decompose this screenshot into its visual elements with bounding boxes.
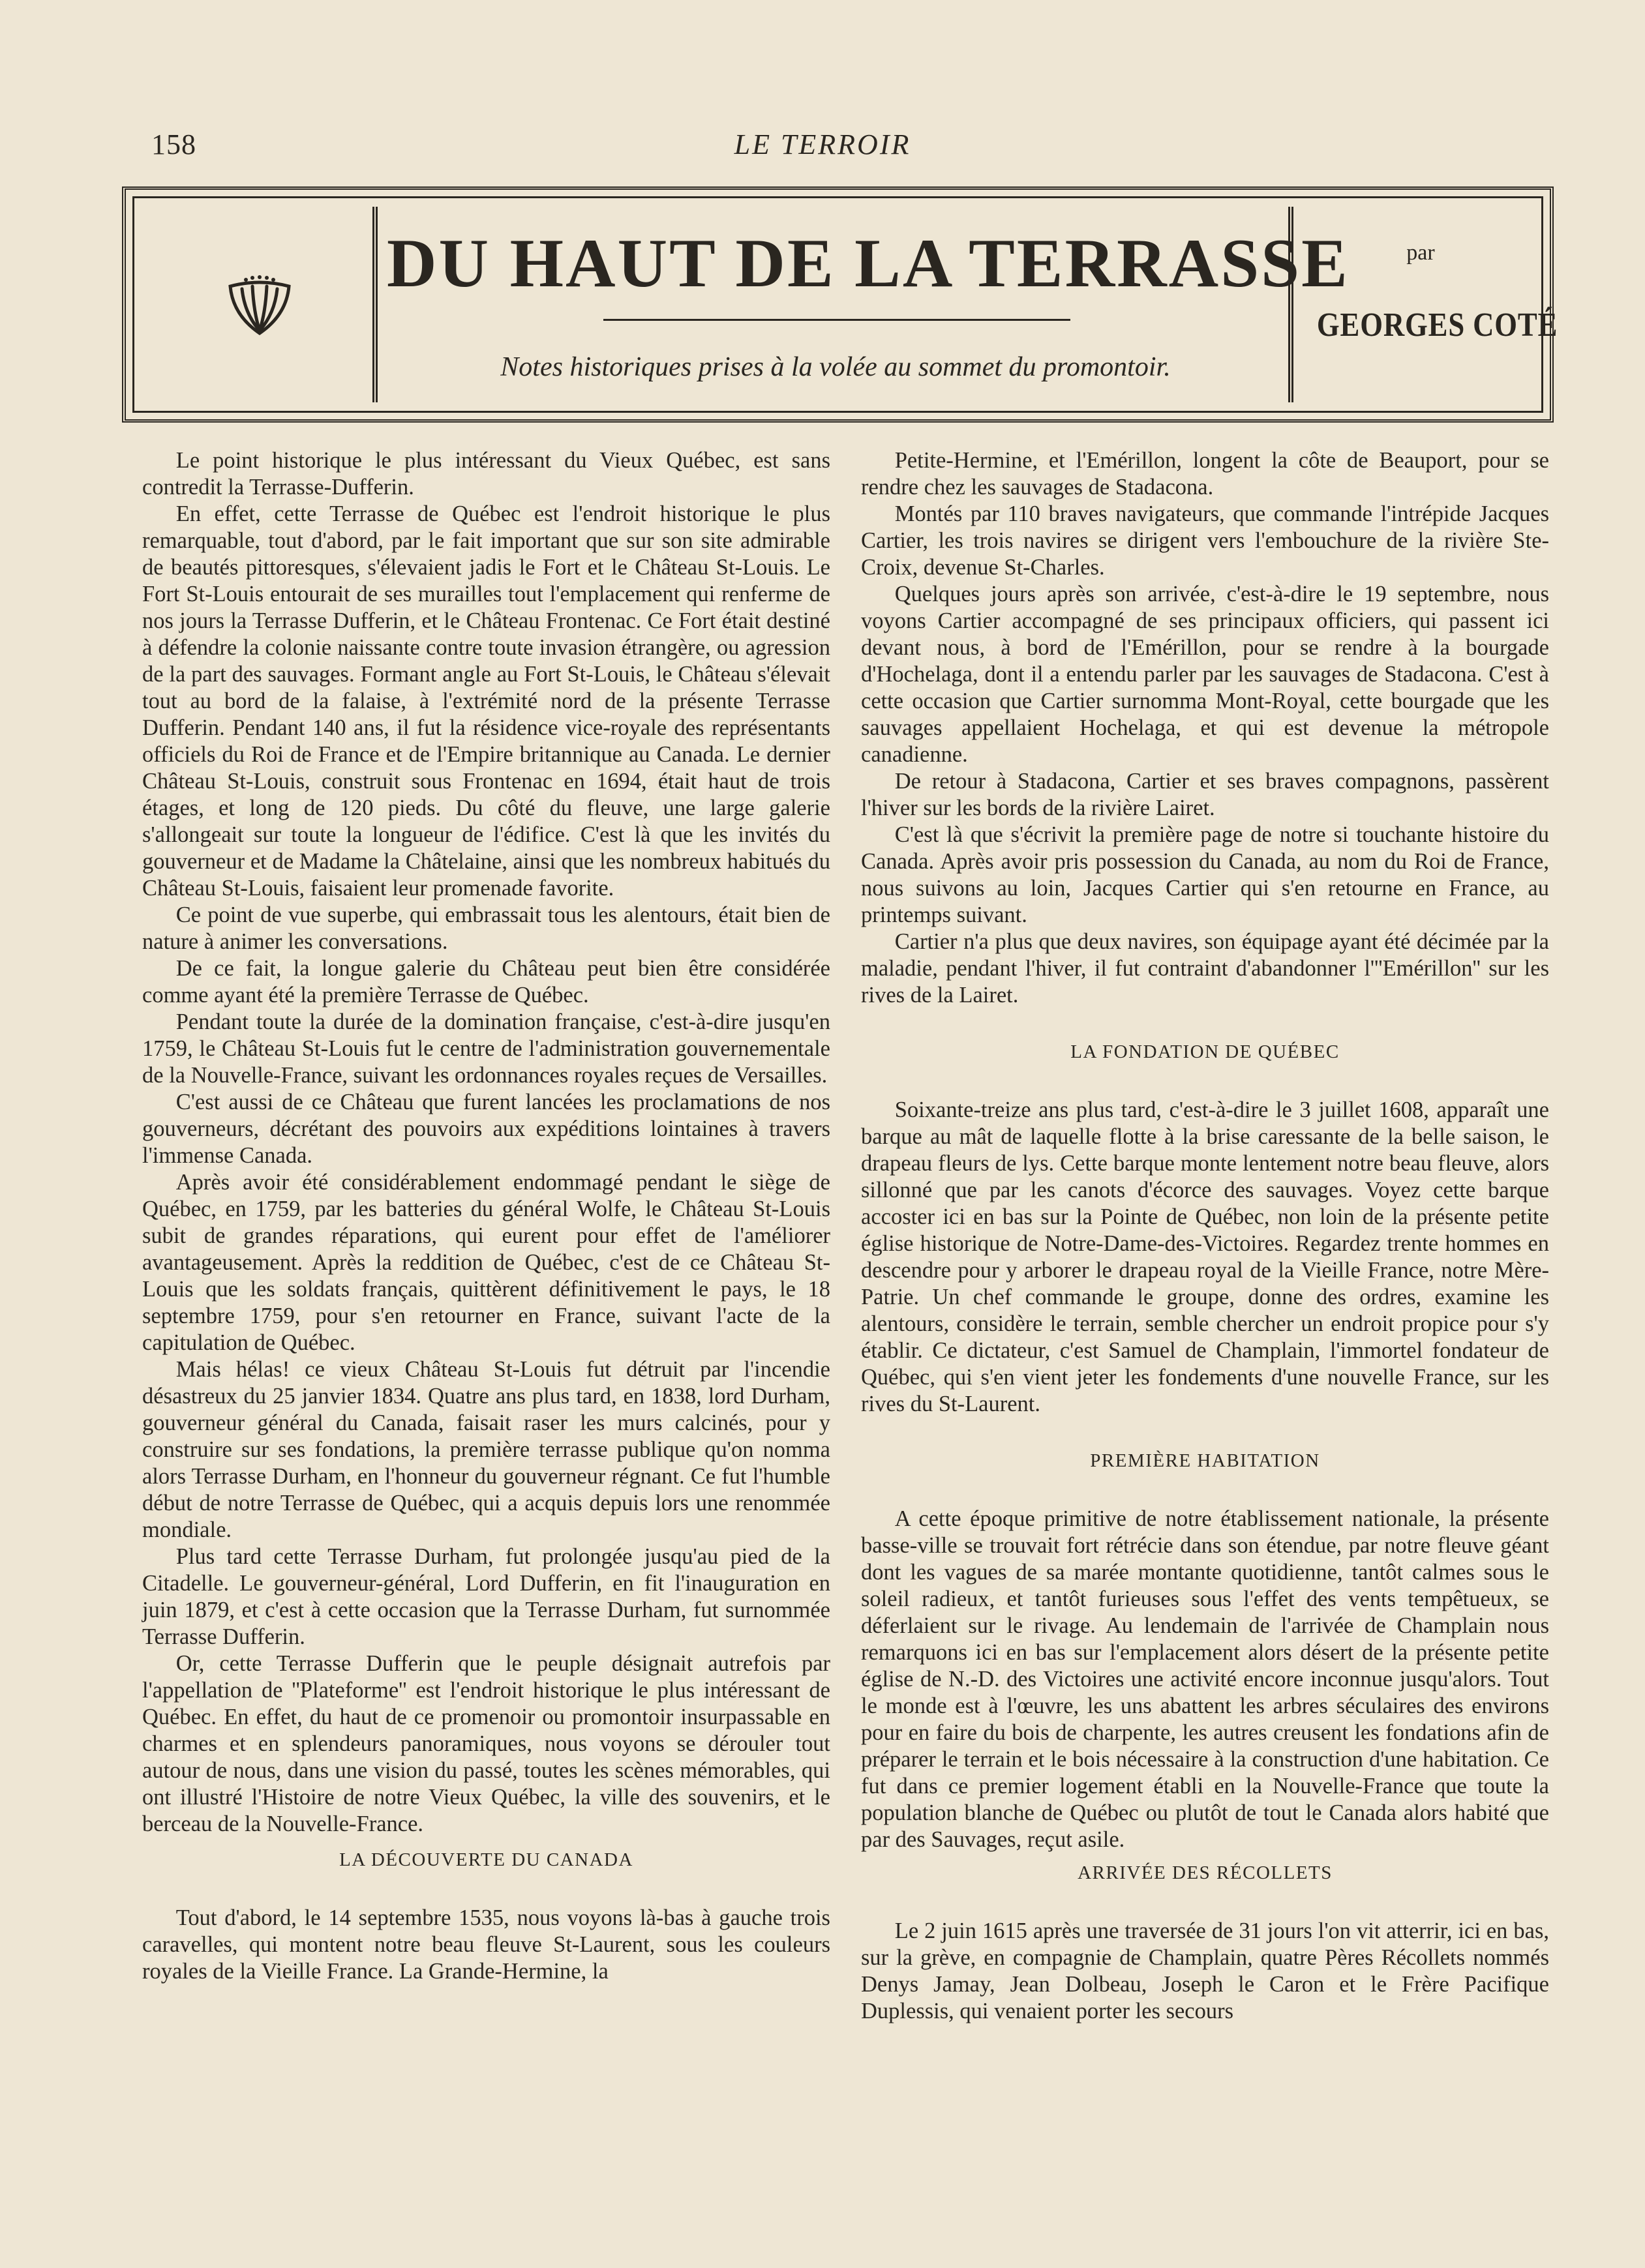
section-heading: ARRIVÉE DES RÉCOLLETS	[1078, 1862, 1333, 1883]
section-heading: LA DÉCOUVERTE DU CANADA	[339, 1849, 633, 1870]
left-column-divider	[372, 207, 378, 402]
paragraph: Après avoir été considérablement endommagé pendant le siège de Québec, en 1759, par les batteries du général Wolfe, le Château St-Louis subit de grandes réparations, qui eurent pour effet de l'améliorer avantageusement. Après la reddition de Québec, c'est de ce Château St-Louis que les soldats français, quittèrent définitivement le pays, le 18 septembre 1759, pour s'en retourner en France, suivant l'acte de la capitulation de Québec.	[142, 1170, 830, 1355]
paragraph: C'est là que s'écrivit la première page de notre si touchante histoire du Canada. Après avoir pris possession du Canada, au nom du Roi de France, nous suivons au loin, Jacques Cartier qui s'en retourne en France, au printemps suivant.	[861, 822, 1549, 927]
paragraph: Quelques jours après son arrivée, c'est-à-dire le 19 septembre, nous voyons Cartier accompagné de ses principaux officiers, qui passent ici devant nous, à bord de l'Emérillon, pour se rendre à la bourgade d'Hochelaga, dont il a entendu parler par les sauvages de Stadacona. C'est à cette occasion que Cartier surnomma Mont-Royal, cette bourgade que les sauvages appellaient Hochelaga, et qui est devenue la métropole canadienne.	[861, 582, 1549, 767]
paragraph: Le 2 juin 1615 après une traversée de 31 jours l'on vit atterrir, ici en bas, sur la grève, en compagnie de Champlain, quatre Pères Récollets nommés Denys Jamay, Jean Dolbeau, Joseph le Caron et le Frère Pacifique Duplessis, qui venaient porter les secours	[861, 1918, 1549, 2023]
paragraph: Montés par 110 braves navigateurs, que commande l'intrépide Jacques Cartier, les trois navires se dirigent vers l'embouchure de la rivière Ste-Croix, devenue St-Charles.	[861, 501, 1549, 580]
paragraph: C'est aussi de ce Château que furent lancées les proclamations de nos gouverneurs, décrétant des pouvoirs aux expéditions lointaines à travers l'immense Canada.	[142, 1090, 830, 1168]
paragraph: Tout d'abord, le 14 septembre 1535, nous voyons là-bas à gauche trois caravelles, qui montent notre beau fleuve St-Laurent, sous les couleurs royales de la Vieille France. La Grande-Hermine, la	[142, 1905, 830, 1984]
paragraph: En effet, cette Terrasse de Québec est l'endroit historique le plus remarquable, tout d'abord, par le fait important que sur son site admirable de beautés pittoresques, s'élevaient jadis le Fort et le Château St-Louis. Le Fort St-Louis entourait de ses murailles tout l'emplacement qui renferme de nos jours la Terrasse Dufferin, et le Château Frontenac. Ce Fort était destiné à défendre la colonie naissante contre toute invasion étrangère, ou agression de la part des sauvages. Formant angle au Fort St-Louis, le Château s'élevait tout au bord de la falaise, à l'extrémité nord de la présente Terrasse Dufferin. Pendant 140 ans, il fut la résidence vice-royale des représentants officiels du Roi de France et de l'Empire britannique au Canada. Le dernier Château St-Louis, construit sous Frontenac en 1694, était haut de trois étages, et long de 120 pieds. Du côté du fleuve, une large galerie s'allongeait sur toute la longueur de l'édifice. C'est là que les invités du gouverneur et de Madame la Châtelaine, ainsi que les nombreux habitués du Château St-Louis, faisaient leur promenade favorite.	[142, 501, 830, 901]
paragraph: Soixante-treize ans plus tard, c'est-à-dire le 3 juillet 1608, apparaît une barque au mât de laquelle flotte à la brise caressante de la belle saison, le drapeau fleurs de lys. Cette barque monte lentement notre beau fleuve, alors sillonné que par les canots d'écorce des sauvages. Voyez cette barque accoster ici en bas sur la Pointe de Québec, non loin de la présente petite église historique de Notre-Dame-des-Victoires. Regardez trente hommes en descendre pour y arborer le drapeau royal de la Vieille France, notre Mère-Patrie. Un chef commande le groupe, donne des ordres, examine les alentours, considère le terrain, semble chercher un endroit propice pour s'y établir. Ce dictateur, c'est Samuel de Champlain, l'immortel fondateur de Québec, qui s'en vient jeter les fondements d'une nouvelle France, sur les rives du St-Laurent.	[861, 1097, 1549, 1416]
paragraph: De retour à Stadacona, Cartier et ses braves compagnons, passèrent l'hiver sur les bords de la rivière Lairet.	[861, 769, 1549, 820]
article-subtitle: Notes historiques prises à la volée au sommet du promontoir.	[500, 352, 1171, 382]
byline-prefix: par	[1406, 241, 1435, 265]
page-number: 158	[151, 128, 196, 160]
paragraph: De ce fait, la longue galerie du Château peut bien être considérée comme ayant été la première Terrasse de Québec.	[142, 956, 830, 1007]
running-head-title: LE TERROIR	[734, 128, 911, 160]
paragraph: Plus tard cette Terrasse Durham, fut prolongée jusqu'au pied de la Citadelle. Le gouverneur-général, Lord Dufferin, en fit l'inauguration en juin 1879, et c'est à cette occasion que la Terrasse Durham, fut surnommée Terrasse Dufferin.	[142, 1544, 830, 1649]
paragraph: Or, cette Terrasse Dufferin que le peuple désignait autrefois par l'appellation de ''Plateforme'' est l'endroit historique le plus intéressant de Québec. En effet, du haut de ce promenoir ou promontoir insurpassable en charmes et en splendeurs panoramiques, nous voyons se dérouler tout autour de nous, dans une vision du passé, toutes les scènes mémorables, qui ont illustré l'Histoire de notre Vieux Québec, la ville des souvenirs, et le berceau de la Nouvelle-France.	[142, 1651, 830, 1836]
title-underline	[603, 319, 1070, 321]
section-heading: LA FONDATION DE QUÉBEC	[1070, 1041, 1340, 1062]
right-text-column	[861, 447, 1549, 2025]
scallop-shell-icon	[224, 275, 295, 340]
paragraph: Ce point de vue superbe, qui embrassait tous les alentours, était bien de nature à animer les conversations.	[142, 903, 830, 954]
paragraph: Pendant toute la durée de la domination française, c'est-à-dire jusqu'en 1759, le Château St-Louis fut le centre de l'administration gouvernementale de la Nouvelle-France, suivant les ordonnances royales reçues de Versailles.	[142, 1009, 830, 1088]
left-text-column	[142, 447, 830, 1985]
section-heading: PREMIÈRE HABITATION	[1090, 1450, 1320, 1471]
article-title: DU HAUT DE LA TERRASSE	[387, 225, 1350, 301]
paragraph: Cartier n'a plus que deux navires, son équipage ayant été décimée par la maladie, pendant l'hiver, il fut contraint d'abandonner l'''Emérillon'' sur les rives de la Lairet.	[861, 929, 1549, 1007]
paragraph: A cette époque primitive de notre établissement nationale, la présente basse-ville se trouvait fort rétrécie dans son étendue, par notre fleuve géant dont les vagues de sa marée montante quotidienne, tantôt calmes sous le soleil radieux, et tantôt furieuses sous l'effet des vents tempêtueux, se déferlaient sur le rivage. Au lendemain de l'arrivée de Champlain nous remarquons ici en bas sur l'emplacement alors désert de la présente petite église de N.-D. des Victoires une activité encore inconnue jusqu'alors. Tout le monde est à l'œuvre, les uns abattent les arbres séculaires des environs pour en faire du bois de charpente, les autres creusent les fondations afin de préparer le terrain et le bois nécessaire à la construction d'une habitation. Ce fut dans ce premier logement établi en la Nouvelle-France que toute la population blanche de Québec ou plutôt de tout le Canada alors habité que par des Sauvages, reçut asile.	[861, 1506, 1549, 1852]
paragraph: Mais hélas! ce vieux Château St-Louis fut détruit par l'incendie désastreux du 25 janvier 1834. Quatre ans plus tard, en 1838, lord Durham, gouverneur général du Canada, faisait raser les murs calcinés, pour y construire sur ses fondations, la première terrasse publique qu'on nomma alors Terrasse Durham, en l'honneur du gouverneur régnant. Ce fut l'humble début de notre Terrasse de Québec, qui a acquis depuis lors une renommée mondiale.	[142, 1357, 830, 1542]
paragraph: Petite-Hermine, et l'Emérillon, longent la côte de Beauport, pour se rendre chez les sauvages de Stadacona.	[861, 448, 1549, 500]
article-header-frame	[122, 187, 1558, 423]
byline-author: GEORGES COTÉ	[1316, 306, 1558, 344]
paragraph: Le point historique le plus intéressant du Vieux Québec, est sans contredit la Terrasse-Dufferin.	[142, 448, 830, 500]
